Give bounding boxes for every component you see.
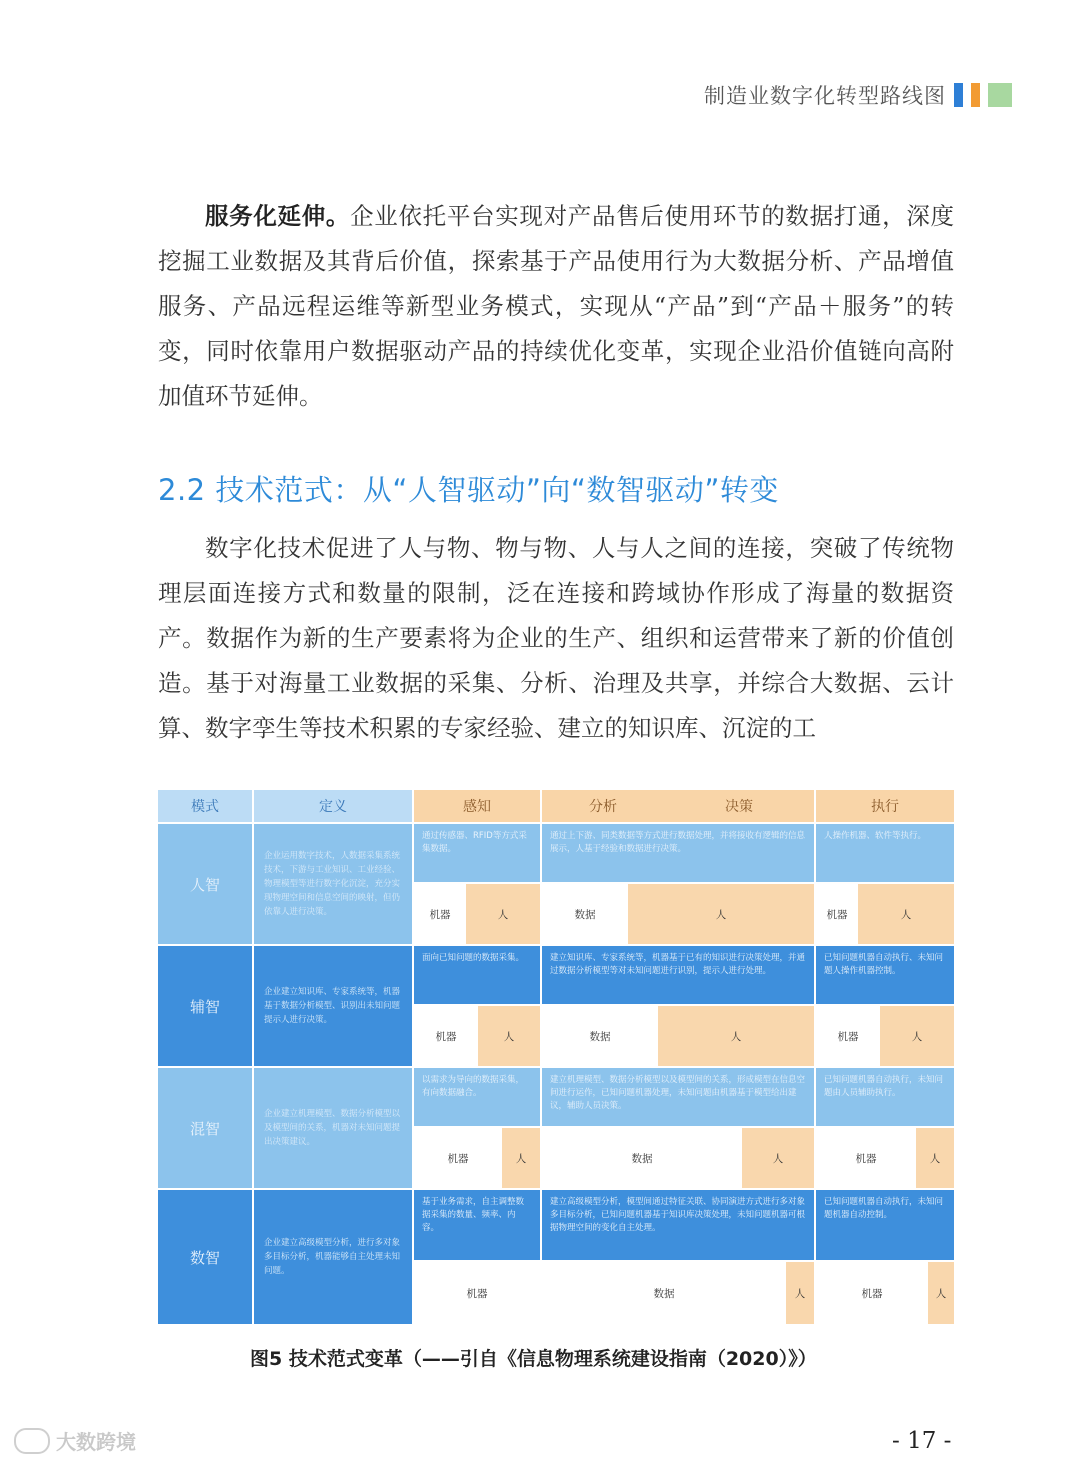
lane-execute-machine: 机器: [816, 1262, 928, 1324]
lane-analyze-data: 数据: [542, 884, 628, 944]
running-header: [704, 80, 1012, 110]
definition-data: 企业建立高级模型分析，进行多对象多目标分析，机器能够自主处理未知问题。: [254, 1190, 412, 1324]
analyze-desc-data: 建立高级模型分析，模型间通过特征关联、协同演进方式进行多对象多目标分析，已知问题机器基于知识库决策处理，未知问题机器可根据物理空间的变化自主处理。: [542, 1190, 814, 1260]
paragraph-body: 企业依托平台实现对产品售后使用环节的数据打通，深度挖掘工业数据及其背后价值，探索基于产品使用行为大数据分析、产品增值服务、产品远程运维等新型业务模式，实现从“产品”到“产品＋服务”的转变，同时依靠用户数据驱动产品的持续优化变革，实现企业沿价值链向高附加值环节延伸。: [158, 202, 955, 410]
lane-analyze-machine: 机器: [414, 1262, 540, 1324]
header-definition: 定义: [254, 790, 412, 822]
watermark: [14, 1426, 136, 1455]
lane-analyze-data: 数据: [542, 1262, 786, 1324]
lane-analyze-human: 人: [628, 884, 814, 944]
perceive-desc-assist: 面向已知问题的数据采集。: [414, 946, 540, 1004]
definition-hybrid: 企业建立机理模型、数据分析模型以及模型间的关系，机器对未知问题提出决策建议。: [254, 1068, 412, 1188]
mode-human: 人智: [158, 824, 252, 944]
book-title: 制造业数字化转型路线图: [704, 84, 946, 108]
analyze-desc-hybrid: 建立机理模型、数据分析模型以及模型间的关系，形成模型在信息空间进行运作，已知问题机器处理，未知问题由机器基于模型给出建议，辅助人员决策。: [542, 1068, 814, 1126]
analyze-desc-assist: 建立知识库、专家系统等，机器基于已有的知识进行决策处理，并通过数据分析模型等对未知问题进行识别，提示人进行处理。: [542, 946, 814, 1004]
lane-perceive-human: 人: [466, 884, 540, 944]
perceive-desc-data: 基于业务需求，自主调整数据采集的数量、频率、内容。: [414, 1190, 540, 1260]
lane-execute-human: 人: [858, 884, 954, 944]
watermark-text: 大数跨境: [56, 1430, 136, 1454]
page-number: - 17 -: [892, 1428, 952, 1454]
header-decide: 决策: [664, 790, 814, 822]
lane-perceive-machine: 机器: [414, 1128, 502, 1188]
execute-desc-assist: 已知问题机器自动执行、未知问题人操作机器控制。: [816, 946, 954, 1004]
section-heading: 2.2 技术范式：从“人智驱动”向“数智驱动”转变: [158, 473, 779, 507]
lane-perceive-machine: 机器: [414, 1006, 478, 1066]
perceive-desc-human: 通过传感器、RFID等方式采集数据。: [414, 824, 540, 882]
mode-assist: 辅智: [158, 946, 252, 1066]
header-analyze: 分析: [542, 790, 664, 822]
mode-data: 数智: [158, 1190, 252, 1324]
header-bar-blue: [954, 83, 963, 107]
lane-perceive-human: 人: [502, 1128, 540, 1188]
definition-human: 企业运用数字技术，人数据采集系统技术，下游与工业知识、工业经验、物理模型等进行数字化沉淀，充分实现物理空间和信息空间的映射，但仍依靠人进行决策。: [254, 824, 412, 944]
lane-analyze-human: 人: [742, 1128, 814, 1188]
lane-execute-human: 人: [916, 1128, 954, 1188]
paradigm-figure: [158, 790, 954, 1324]
execute-desc-hybrid: 已知问题机器自动执行，未知问题由人员辅助执行。: [816, 1068, 954, 1126]
mode-hybrid: 混智: [158, 1068, 252, 1188]
execute-desc-data: 已知问题机器自动执行，未知问题机器自动控制。: [816, 1190, 954, 1260]
lane-analyze-human: 人: [658, 1006, 814, 1066]
lane-execute-machine: 机器: [816, 884, 858, 944]
perceive-desc-hybrid: 以需求为导向的数据采集，有向数据融合。: [414, 1068, 540, 1126]
watermark-logo-icon: [14, 1428, 50, 1454]
lane-execute-machine: 机器: [816, 1128, 916, 1188]
paragraph-tech-paradigm: 数字化技术促进了人与物、物与物、人与人之间的连接，突破了传统物理层面连接方式和数量的限制，泛在连接和跨域协作形成了海量的数据资产。数据作为新的生产要素将为企业的生产、组织和运营带来了新的价值创造。基于对海量工业数据的采集、分析、治理及共享，并综合大数据、云计算、数字孪生等技术积累的专家经验、建立的知识库、沉淀的工: [158, 534, 954, 742]
lane-analyze-human: 人: [786, 1262, 814, 1324]
analyze-desc-human: 通过上下游、同类数据等方式进行数据处理，并将接收有逻辑的信息展示，人基于经验和数据进行决策。: [542, 824, 814, 882]
paragraph-lead: 服务化延伸。: [205, 202, 351, 230]
header-mode: 模式: [158, 790, 252, 822]
lane-analyze-data: 数据: [542, 1006, 658, 1066]
header-bar-green: [988, 83, 1012, 107]
lane-analyze-data: 数据: [542, 1128, 742, 1188]
execute-desc-human: 人操作机器、软件等执行。: [816, 824, 954, 882]
paragraph-service-extension: [158, 194, 954, 419]
lane-execute-human: 人: [880, 1006, 954, 1066]
lane-execute-machine: 机器: [816, 1006, 880, 1066]
lane-execute-human: 人: [928, 1262, 954, 1324]
header-execute: 执行: [816, 790, 954, 822]
lane-perceive-human: 人: [478, 1006, 540, 1066]
header-bar-orange: [971, 83, 980, 107]
paradigm-table: [158, 790, 954, 1324]
lane-perceive-machine: 机器: [414, 884, 466, 944]
figure-caption: 图5 技术范式变革（——引自《信息物理系统建设指南（2020）》）: [250, 1348, 817, 1370]
definition-assist: 企业建立知识库、专家系统等，机器基于数据分析模型、识别出未知问题提示人进行决策。: [254, 946, 412, 1066]
header-perceive: 感知: [414, 790, 540, 822]
